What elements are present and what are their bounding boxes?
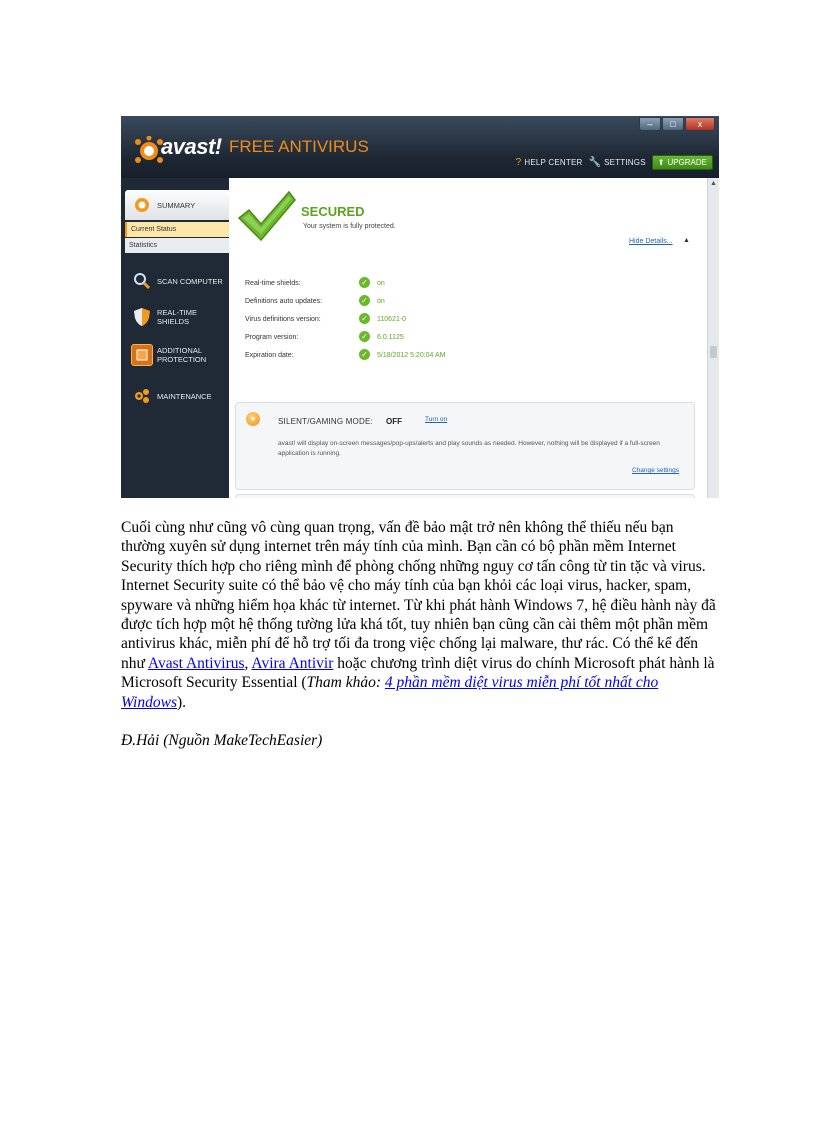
hide-details-link[interactable]: Hide Details...: [629, 238, 673, 245]
sidebar-item-shields[interactable]: [125, 302, 229, 332]
sidebar-item-scan[interactable]: [125, 268, 229, 294]
checkmark-icon: [235, 188, 297, 244]
status-row: [245, 294, 685, 312]
avast-screenshot: [121, 116, 719, 498]
maximize-button[interactable]: □: [662, 117, 684, 131]
status-value: 6.0.1125: [377, 334, 404, 341]
silent-mode-state: OFF: [386, 417, 402, 426]
status-label: Expiration date:: [245, 352, 294, 359]
avira-antivir-link[interactable]: Avira Antivir: [251, 654, 334, 672]
sidebar-item-maintenance[interactable]: [125, 383, 229, 409]
magnifier-icon: [131, 270, 153, 292]
status-value: on: [377, 280, 385, 287]
check-circle-icon: ✓: [359, 295, 370, 306]
silent-mode-description: avast! will display on-screen messages/pop-ups/alerts and play sounds as needed. However, nothing will be displayed if a full-screen application is running.: [278, 440, 660, 457]
check-circle-icon: ✓: [359, 349, 370, 360]
status-subtitle: Your system is fully protected.: [303, 223, 396, 230]
sidebar-item-protection[interactable]: [125, 340, 229, 370]
status-value: 110621-0: [377, 316, 407, 323]
scroll-up-icon[interactable]: ▲: [710, 180, 717, 187]
check-circle-icon: ✓: [359, 331, 370, 342]
avast-antivirus-link[interactable]: Avast Antivirus: [147, 654, 245, 672]
sidebar-item-label: SCAN COMPUTER: [157, 276, 223, 286]
game-mode-icon: ●: [246, 412, 260, 426]
scrollbar[interactable]: [707, 178, 719, 498]
status-table: [245, 276, 685, 366]
protection-icon: [131, 344, 153, 366]
window-controls: [639, 117, 715, 131]
caret-up-icon[interactable]: ▲: [683, 237, 690, 244]
status-row: [245, 312, 685, 330]
next-panel: [235, 494, 695, 498]
top-links: [516, 155, 713, 170]
status-title: SECURED: [301, 204, 365, 219]
article-text: hoặc chương trình diệt virus do chính Microsoft phát hành là Microsoft Security Essential (: [121, 654, 715, 692]
byline: Đ.Hải (Nguồn MakeTechEasier): [121, 732, 323, 749]
close-button[interactable]: x: [685, 117, 715, 131]
article-text: Cuối cùng như cũng vô cùng quan trọng, vấn đề bảo mật trở nên không thể thiếu nếu bạn thường xuyên sử dụng internet trên máy tính của mình. Bạn cần có bộ phần mềm Internet Security thích hợp cho riêng mình để phòng chống những nguy cơ tấn công từ tin tặc và virus. Internet Security suite có thể bảo vệ cho máy tính của bạn khỏi các loại virus, hacker, spam, spyware và những hiểm họa khác từ internet. Từ khi phát hành Windows 7, hệ điều hành này đã được tích hợp một hệ thống tường lửa khá tốt, tuy nhiên bạn cũng cần cài thêm một phần mềm antivirus khác, miễn phí để hỗ trợ tối đa trong việc chống lại malware, thư rác. Có thể kể đến như: [121, 519, 716, 672]
upgrade-button[interactable]: [652, 155, 713, 170]
settings-label: SETTINGS: [604, 158, 646, 167]
help-icon: ?: [515, 157, 522, 168]
check-circle-icon: ✓: [359, 277, 370, 288]
sidebar-item-label: REAL-TIME SHIELDS: [157, 308, 198, 326]
summary-icon: [131, 194, 153, 216]
scroll-thumb[interactable]: [710, 346, 717, 358]
article-text: ).: [176, 693, 187, 711]
product-name: FREE ANTIVIRUS: [229, 137, 369, 156]
sidebar-subitem-current-status[interactable]: Current Status: [125, 222, 229, 237]
upgrade-label: UPGRADE: [667, 158, 707, 167]
help-center-label: HELP CENTER: [524, 158, 583, 167]
sidebar-item-label: MAINTENANCE: [157, 391, 212, 401]
sidebar-item-label: ADDITIONAL PROTECTION: [157, 346, 207, 364]
avast-logo-icon: [134, 136, 164, 164]
status-label: Program version:: [245, 334, 299, 341]
brand-name: avast!: [161, 134, 222, 159]
help-center-link[interactable]: [516, 157, 583, 168]
main-panel: [229, 178, 707, 498]
article-text: ,: [244, 654, 252, 672]
silent-mode-title: SILENT/GAMING MODE:: [278, 417, 373, 426]
status-label: Virus definitions version:: [245, 316, 321, 323]
reference-link[interactable]: 4 phần mềm diệt virus miễn phí tốt nhất cho Windows: [121, 674, 659, 711]
sidebar-subitem-statistics[interactable]: Statistics: [125, 238, 229, 253]
gears-icon: [131, 385, 153, 407]
status-row: [245, 348, 685, 366]
status-label: Real-time shields:: [245, 280, 301, 287]
status-row: [245, 276, 685, 294]
sidebar: [125, 186, 229, 498]
change-settings-link[interactable]: Change settings: [632, 467, 679, 474]
title-bar: [121, 116, 719, 178]
status-row: [245, 330, 685, 348]
sidebar-item-summary[interactable]: [125, 190, 229, 220]
status-label: Definitions auto updates:: [245, 298, 323, 305]
status-value: on: [377, 298, 385, 305]
wrench-icon: 🔧: [588, 157, 602, 168]
sidebar-item-label: SUMMARY: [157, 200, 196, 210]
reference-label: Tham khảo:: [306, 674, 382, 692]
status-value: 5/18/2012 5:20:04 AM: [377, 352, 446, 359]
arrow-up-icon: ⬆: [657, 158, 665, 167]
check-circle-icon: ✓: [359, 313, 370, 324]
minimize-button[interactable]: –: [639, 117, 661, 131]
settings-link[interactable]: [588, 157, 645, 168]
article-paragraph: [121, 518, 721, 712]
turn-on-link[interactable]: Turn on: [425, 416, 448, 423]
silent-mode-panel: [235, 402, 695, 490]
shield-icon: [131, 306, 153, 328]
